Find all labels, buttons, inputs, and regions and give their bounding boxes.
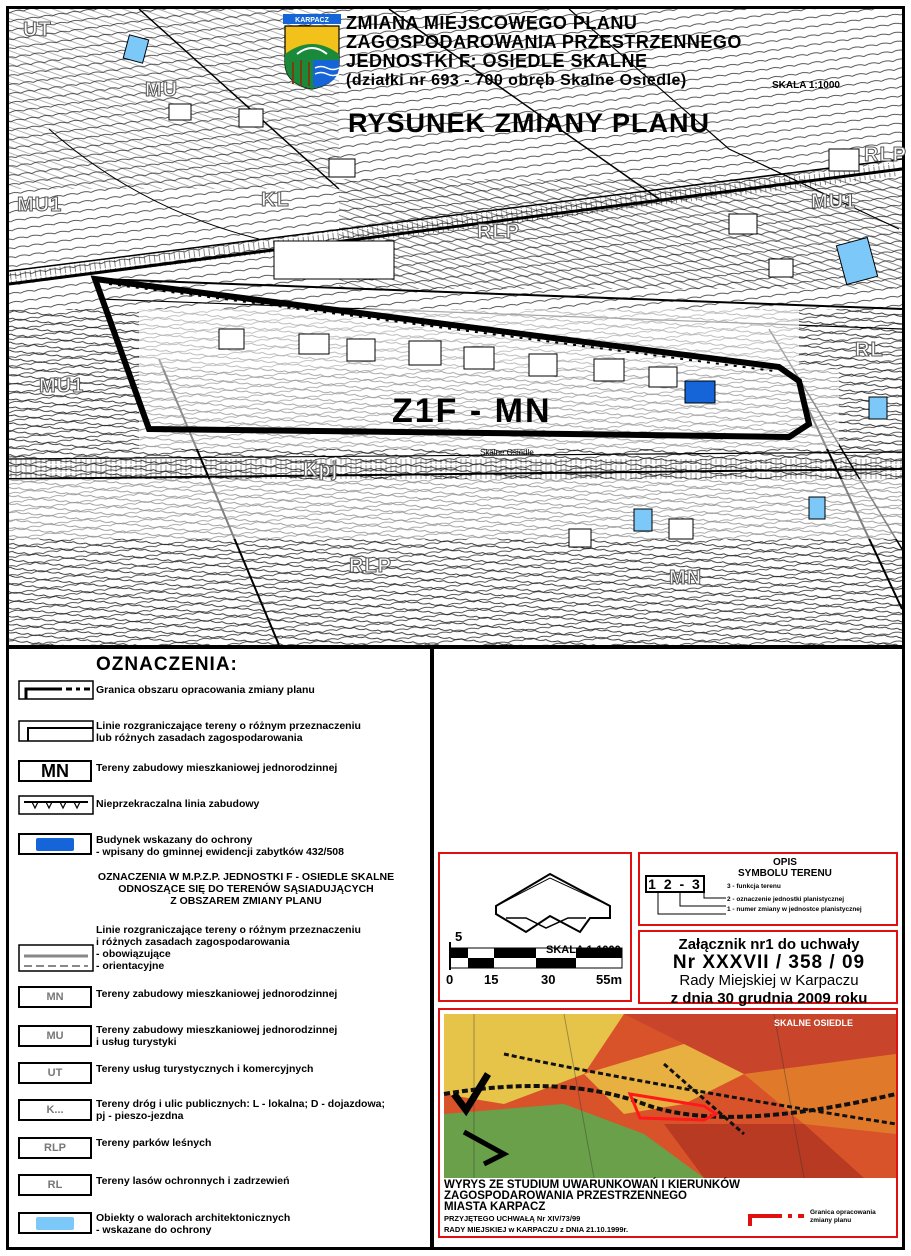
map-label-rl: RL: [855, 339, 884, 361]
studium-boundary-label: Granica opracowania zmiany planu: [810, 1209, 876, 1224]
legend-text-plan-boundary: Granica obszaru opracowania zmiany planu: [96, 684, 315, 696]
karpacz-crest-icon: [283, 14, 341, 90]
map-label-rlp: RLP: [477, 221, 520, 243]
horizontal-divider: [6, 645, 905, 649]
map-label-mu: MU: [145, 79, 179, 101]
plan-title: [346, 14, 742, 90]
svg-text:KARPACZ: KARPACZ: [295, 17, 329, 24]
legend-text-mu: Tereny zabudowy mieszkaniowej jednorodzinnej i usług turystyki: [96, 1024, 338, 1048]
legend-symbol-protected-building: [18, 833, 92, 855]
legend-symbol-architectural-object: [18, 1212, 92, 1234]
legend-symbol-dividing-lines: [18, 720, 94, 742]
title-line-3: JEDNOSTKI F: OSIEDLE SKALNE: [346, 51, 648, 71]
title-line-4: (działki nr 693 - 700 obręb Skalne Osiedle): [346, 72, 687, 89]
annex-line-4: z dnia 30 grudnia 2009 roku: [670, 990, 868, 1007]
legend-text-k: Tereny dróg i ulic publicznych: L - lokalna; D - dojazdowa; pj - pieszo-jezdna: [96, 1098, 385, 1122]
legend-text-architectural-object: Obiekty o walorach architektonicznych - wskazane do ochrony: [96, 1212, 291, 1236]
drawing-title: RYSUNEK ZMIANY PLANU: [348, 108, 711, 138]
map-label-mu1-west: MU1: [39, 375, 85, 397]
studium-map: [444, 1014, 896, 1178]
street-label: Skalne Osiedle: [480, 448, 534, 457]
symbol-desc-line-3: 3 - funkcja terenu: [727, 883, 781, 890]
legend-text-protected-building: Budynek wskazany do ochrony - wpisany do gminnej ewidencji zabytków 432/508: [96, 834, 344, 858]
map-label-rlp-east: RLP: [864, 144, 907, 166]
legend-symbol-dividing-lines-ref: [18, 944, 94, 972]
legend-symbol-mn: MN: [18, 760, 92, 782]
legend-text-mn-ref: Tereny zabudowy mieszkaniowej jednorodzinnej: [96, 988, 338, 1000]
annex-line-3: Rady Miejskiej w Karpaczu: [679, 972, 859, 989]
legend-symbol-rl: RL: [18, 1174, 92, 1196]
symbol-desc-line-1: 1 - numer zmiany w jednostce planistycznej: [727, 906, 862, 913]
studium-line-1: WYRYS ZE STUDIUM UWARUNKOWAŃ I KIERUNKÓW: [444, 1179, 741, 1191]
map-label-ut: UT: [23, 19, 52, 41]
plan-map: [9, 9, 907, 645]
studium-boundary-symbol: [746, 1206, 806, 1228]
annex-text: [644, 936, 894, 1008]
title-line-1: ZMIANA MIEJSCOWEGO PLANU: [346, 13, 638, 33]
map-drawing: [9, 9, 902, 645]
legend-symbol-k: K...: [18, 1099, 92, 1121]
scale-tick-0: 0: [446, 972, 454, 987]
studium-map-drawing: [444, 1014, 896, 1178]
map-label-kpj: Kpj: [303, 459, 339, 481]
symbol-desc-line-2: 2 - oznaczenie jednostki planistycznej: [727, 896, 845, 903]
annex-line-2: Nr XXXVII / 358 / 09: [672, 952, 866, 973]
legend-symbol-plan-boundary: [18, 680, 94, 700]
architectural-object-icon: [36, 1217, 74, 1230]
scale-tick-55: 55m: [596, 972, 623, 987]
map-scale-label: SKALA 1:1000: [772, 80, 840, 91]
legend-text-rl: Tereny lasów ochronnych i zadrzewień: [96, 1175, 290, 1187]
annex-line-1: Załącznik nr1 do uchwały: [678, 936, 860, 953]
legend-symbol-mn-ref: MN: [18, 986, 92, 1008]
legend-symbol-rlp: RLP: [18, 1137, 92, 1159]
symbol-description-title: OPIS SYMBOLU TERENU: [738, 857, 832, 879]
symbol-code-example: 1 2 - 3: [645, 875, 705, 893]
legend-symbol-ut: UT: [18, 1062, 92, 1084]
legend-text-mn: Tereny zabudowy mieszkaniowej jednorodzinnej: [96, 762, 338, 774]
legend-title: OZNACZENIA:: [96, 654, 238, 675]
legend-text-building-line: Nieprzekraczalna linia zabudowy: [96, 798, 260, 810]
scale-vertical-label: 5: [455, 929, 463, 944]
map-label-mu1: MU1: [17, 194, 63, 216]
scale-tick-30: 30: [541, 972, 556, 987]
map-label-kl: KL: [261, 189, 290, 211]
studium-caption: [444, 1180, 740, 1235]
studium-line-3: MIASTA KARPACZ: [444, 1201, 546, 1213]
legend-symbol-mu: MU: [18, 1025, 92, 1047]
vertical-divider: [430, 649, 434, 1250]
studium-line-2: ZAGOSPODAROWANIA PRZESTRZENNEGO: [444, 1190, 687, 1202]
legend-text-rlp: Tereny parków leśnych: [96, 1137, 212, 1149]
map-label-mn: MN: [669, 567, 703, 589]
studium-map-label: SKALNE OSIEDLE: [774, 1018, 854, 1028]
map-label-mu1-east: MU1: [811, 191, 857, 213]
legend-section-heading: OZNACZENIA W M.P.Z.P. JEDNOSTKI F - OSIEDLE SKALNE ODNOSZĄCE SIĘ DO TERENÓW SĄSIADUJĄCYCH Z OBSZAREM ZMIANY PLANU: [97, 871, 395, 907]
legend-text-dividing-lines-ref: Linie rozgraniczające tereny o różnym przeznaczeniu i różnych zasadach zagospodarowania - obowiązujące - orientacyjne: [96, 924, 361, 972]
legend-text-ut: Tereny usług turystycznych i komercyjnych: [96, 1063, 314, 1075]
studium-line-4: PRZYJĘTEGO UCHWAŁĄ Nr XIV/73/99: [444, 1214, 581, 1223]
zone-label: Z1F - MN: [392, 392, 552, 430]
legend-symbol-building-line: [18, 795, 94, 815]
studium-line-5: RADY MIEJSKIEJ w KARPACZU z DNIA 21.10.1999r.: [444, 1225, 629, 1234]
map-label-rlp-south: RLP: [349, 555, 392, 577]
protected-building-icon: [36, 838, 74, 851]
title-line-2: ZAGOSPODAROWANIA PRZESTRZENNEGO: [346, 32, 742, 52]
legend-text-dividing-lines: Linie rozgraniczające tereny o różnym przeznaczeniu lub różnych zasadach zagospodarowania: [96, 720, 361, 744]
symbol-pointer-lines: [650, 890, 730, 918]
scale-tick-15: 15: [484, 972, 499, 987]
scale-bar-label: SKALA 1:1000: [546, 944, 621, 956]
